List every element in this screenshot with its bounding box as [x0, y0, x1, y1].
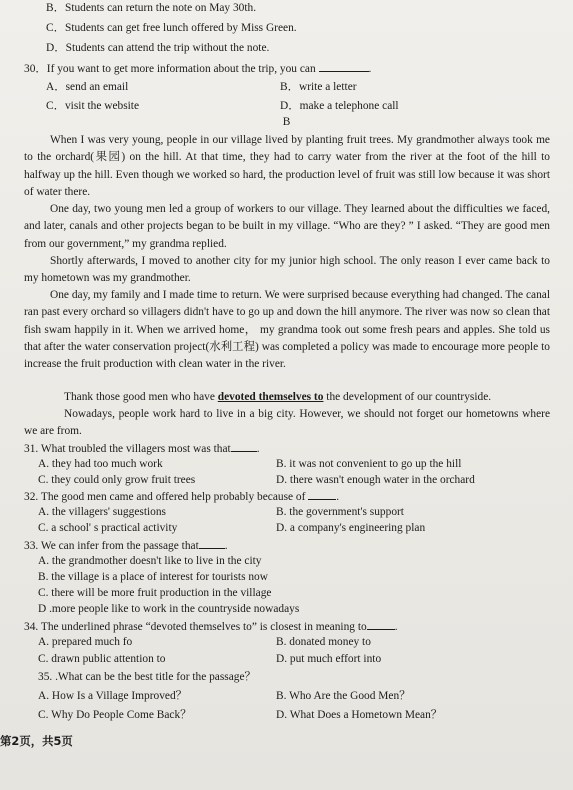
q33-stem	[24, 538, 228, 553]
q31-stem-end: .	[256, 443, 260, 455]
q32-option-d: D. a company's engineering plan	[276, 522, 426, 534]
q33-option-c: C. there will be more fruit production in the village	[38, 587, 272, 599]
q30-stem-text: 30．If you want to get more information about the trip, you can	[24, 63, 316, 75]
passage-paragraph-6	[24, 406, 550, 441]
q32-stem-end: .	[336, 491, 340, 503]
q31-option-c: C. they could only grow fruit trees	[38, 474, 196, 486]
q30-option-a: A．send an email	[46, 81, 129, 93]
q33-option-d: D .more people like to work in the countryside nowadays	[38, 603, 300, 615]
q32-option-c: C. a school' s practical activity	[38, 522, 178, 534]
q33-stem-end: .	[224, 540, 228, 552]
q35-option-a: A. How Is a Village Improved？	[38, 690, 188, 702]
q34-option-c: C. drawn public attention to	[38, 653, 166, 665]
passage-paragraph-3	[24, 253, 550, 288]
q33-stem-text: 33. We can infer from the passage that	[24, 540, 199, 552]
q33-answer-blank	[199, 538, 225, 549]
q31-stem	[24, 441, 260, 456]
q35-option-d: D. What Does a Hometown Mean？	[276, 709, 443, 721]
q35-stem: 35. .What can be the best title for the passage？	[38, 671, 256, 683]
q31-option-b: B. it was not convenient to go up the hill	[276, 458, 462, 470]
passage-paragraph-4	[24, 287, 550, 373]
section-label: B	[282, 116, 291, 128]
q30-answer-blank	[319, 61, 369, 72]
passage-paragraph-5	[24, 389, 550, 406]
q34-option-b: B. donated money to	[276, 636, 371, 648]
q30-option-c: C．visit the website	[46, 100, 140, 112]
passage-paragraph-1	[24, 132, 550, 201]
q30-option-b: B．write a letter	[280, 81, 357, 93]
q34-option-a: A. prepared much fo	[38, 636, 133, 648]
passage-p6-text: Nowadays, people work hard to live in a big city. However, we should not forget our hometowns where we are from.	[24, 408, 550, 438]
passage-p5-post: the development of our countryside.	[326, 391, 492, 403]
q32-option-a: A. the villagers' suggestions	[38, 506, 166, 518]
q34-stem-text: 34. The underlined phrase “devoted themselves to” is closest in meaning to	[24, 621, 367, 633]
q32-stem-text: 32. The good men came and offered help probably because of	[24, 491, 306, 503]
q30-stem	[24, 61, 371, 76]
q32-answer-blank	[308, 489, 336, 500]
passage-p4-text: One day, my family and I made time to return. We were surprised because everything had changed. The canal ran past every orchard so villagers didn't have to go up and down the hill anymore. The river was now so clean that fish swam happily in it. When we arrived home， my grandma took out some fresh pears and apples. She told us that after the water conservation project(水利工程) was completed a policy was made to encourage more people to increase the fruit production with clean water in the river.	[24, 289, 550, 371]
q31-stem-text: 31. What troubled the villagers most was that	[24, 443, 231, 455]
passage-p3-text: Shortly afterwards, I moved to another city for my junior high school. The only reason I ever came back to my hometown was my grandmother.	[24, 255, 550, 285]
q34-answer-blank	[367, 619, 395, 630]
q32-option-b: B. the government's support	[276, 506, 404, 518]
q30-option-d: D．make a telephone call	[280, 100, 399, 112]
q34-option-d: D. put much effort into	[276, 653, 382, 665]
q29-option-d: D．Students can attend the trip without the note.	[46, 42, 270, 54]
passage-p2-text: One day, two young men led a group of workers to our village. They learned about the difficulties we faced, and later, canals and other projects began to be built in my village. “Who are they? ” I asked. “They are good men from our government,” my grandma replied.	[24, 203, 550, 250]
q35-option-c: C. Why Do People Come Back？	[38, 709, 192, 721]
q34-stem	[24, 619, 398, 634]
underlined-phrase: devoted themselves to	[217, 391, 324, 403]
q29-option-b: B．Students can return the note on May 30th.	[46, 2, 257, 14]
q35-option-b: B. Who Are the Good Men？	[276, 690, 411, 702]
q30-stem-end: .	[368, 63, 372, 75]
q31-answer-blank	[231, 441, 257, 452]
passage-paragraph-2	[24, 201, 550, 253]
q34-stem-end: .	[394, 621, 398, 633]
page-number-footer: 第2页，共5页	[0, 734, 73, 748]
passage-p1-text: When I was very young, people in our village lived by planting fruit trees. My grandmother always took me to the orchard(果园) on the hill. At that time, they had to carry water from the river at the foot of the hill to halfway up the hill. Even though we worked so hard, the production level of fruit was still low because it was short of water there.	[24, 134, 550, 198]
q32-stem	[24, 489, 339, 504]
q31-option-a: A. they had too much work	[38, 458, 163, 470]
q33-option-b: B. the village is a place of interest for tourists now	[38, 571, 268, 583]
q33-option-a: A. the grandmother doesn't like to live in the city	[38, 555, 262, 567]
q29-option-c: C．Students can get free lunch offered by Miss Green.	[46, 22, 297, 34]
passage-p5-pre: Thank those good men who have	[64, 391, 215, 403]
q31-option-d: D. there wasn't enough water in the orchard	[276, 474, 475, 486]
